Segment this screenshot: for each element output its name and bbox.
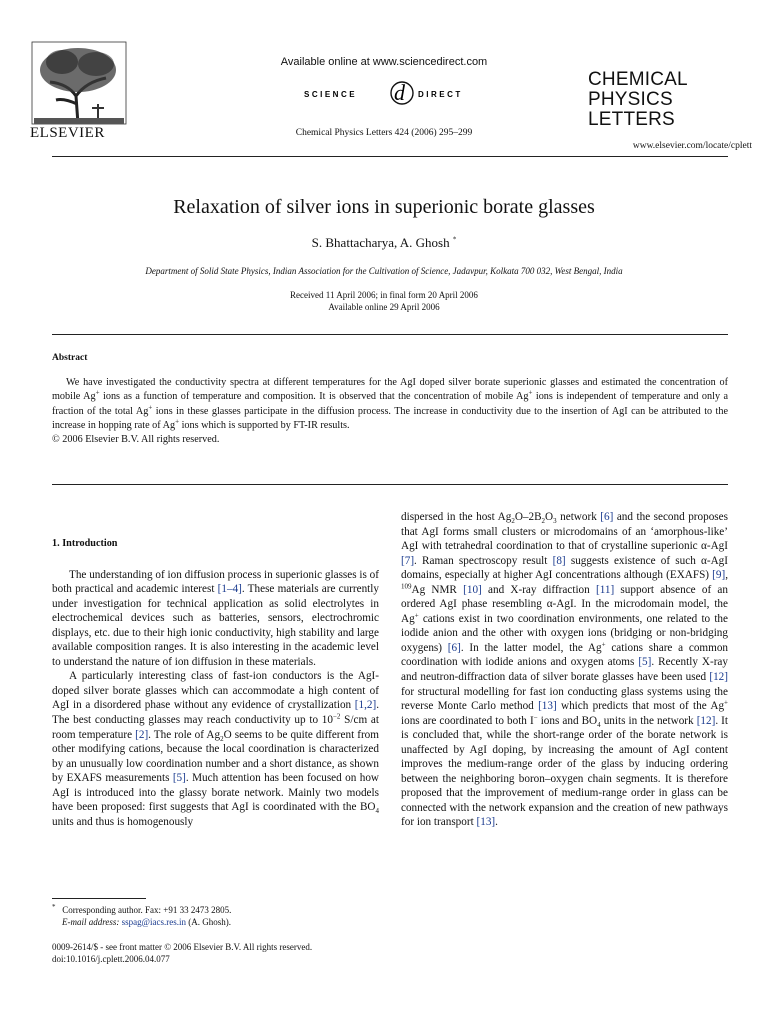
abstract-copyright: © 2006 Elsevier B.V. All rights reserved. [52, 434, 220, 446]
citation-link[interactable]: [6] [600, 511, 614, 523]
footnote-divider [52, 898, 146, 899]
citation-link[interactable]: [13] [538, 700, 557, 713]
svg-text:d: d [394, 80, 405, 105]
footnote-email-line [52, 916, 379, 928]
citation-link[interactable]: [5] [172, 772, 186, 785]
citation-link[interactable]: [12] [696, 714, 716, 727]
brand-line: PHYSICS [588, 89, 673, 110]
abstract-paragraph: We have investigated the conductivity spectra at different temperatures for the AgI doped silver borate superionic glasses and estimated the concentration of mobile Ag+ ions as a function of temperature and composition. It is observed that the concentration of mobile Ag+ ions is independent of temperature and only a fraction of the total Ag+ ions in these glasses participate in the diffusion process. The increase in conductivity due to the insertion of AgI can be attributed to the increase in hopping rate of Ag+ ions which is supported by FT-IR results. [52, 377, 729, 431]
citation-link[interactable]: [1,2] [354, 699, 377, 712]
article-authors [0, 235, 768, 251]
body-paragraph: dispersed in the host $Ag_2O-2B_2O_3$ network [6] and the second proposes that AgI forms small clusters or microdomains of an ‘amorphous-like’ AgI with tetrahedral coordination to that of crystalline superionic α-AgI [7]. Raman spectroscopy result [8] suggests existence of such α-AgI domains, especially at higher AgI concentrations although (EXAFS) [9], $^{109}$Ag NMR [10] and X-ray diffraction [11] support absence of an ordered AgI phase resembling α-AgI. In the microdomain model, the Ag+ cations exist in two coordination environments, one related to the iodide anion and the other with oxygen ions (bridging or non-bridging oxygens) [6]. In the latter model, the Ag+ cations share a common coordination with iodide anions and oxygen atoms [5]. Recently X-ray and neutron-diffraction data of silver borate glasses have been used [12] for structural modelling for fast ion conducting glass systems using the reverse Monte Carlo method [13] which predicts that most of the Ag+ ions are coordinated to both I− ions and $BO_4$ units in the network [12]. It is concluded that, while the short-range order of the borate network is unaffected by AgI doping, by increasing the amount of AgI content improves the medium-range order of the glass by inducing ordering between the neighboring boron–oxygen chain segments. It is therefore proposed that the improvement of medium-range order in glass can be connected with the network expansion and the creation of new pathways for ion transport [13]. [401, 511, 729, 829]
citation-link[interactable]: [2] [135, 728, 149, 741]
citation-link[interactable]: [9] [712, 569, 726, 582]
right-column [401, 510, 728, 830]
sd-left-word: SCIENCE [304, 90, 358, 99]
issn-line: 0009-2614/$ - see front matter © 2006 Elsevier B.V. All rights reserved. [52, 942, 313, 952]
email-owner: (A. Ghosh). [188, 917, 231, 927]
abstract-divider-top [52, 334, 728, 335]
citation-link[interactable]: [8] [552, 554, 566, 567]
abstract-heading: Abstract [52, 353, 88, 363]
article-dates [0, 289, 768, 313]
footnote-corresponding [52, 904, 379, 916]
abstract-body [52, 376, 728, 447]
abstract-divider-bottom [52, 484, 728, 485]
imprint [52, 941, 392, 965]
available-date: Available online 29 April 2006 [328, 302, 440, 312]
citation-link[interactable]: [10] [463, 583, 482, 596]
author-affiliation: Department of Solid State Physics, Indian Association for the Cultivation of Science, Jadavpur, Kolkata 700 032, West Bengal, India [145, 266, 623, 276]
available-online-notice: Available online at www.sciencedirect.com [280, 56, 488, 68]
footnote [52, 904, 379, 928]
footnote-mark: * [52, 903, 56, 911]
doi-line[interactable]: doi:10.1016/j.cplett.2006.04.077 [52, 954, 170, 964]
journal-brand [588, 70, 748, 130]
left-column [52, 537, 379, 829]
received-date: Received 11 April 2006; in final form 20 April 2006 [290, 290, 478, 300]
body-paragraph: A particularly interesting class of fast-ion conductors is the AgI-doped silver borate glasses which can accommodate a high content of AgI in a disordered phase without any evidence of crystallization [1,2]. The best conducting glasses may reach conductivity up to $10^{-2}$ S/cm at room temperature [2]. The role of $Ag_2O$ seems to be quite different from other modifying cations, because the local coordination is characterized by an unusually low coordination number and a short distance, as shown by EXAFS measurements [5]. Much attention has been focused on how AgI is introduced into the glassy borate network. Mainly two models have been proposed: first suggests that AgI is coordinated with the $BO_4$ units and thus is homogenously [52, 670, 379, 828]
elsevier-tree-logo [28, 38, 130, 134]
email-label: E-mail address: [62, 917, 120, 927]
author-names: S. Bhattacharya, A. Ghosh [311, 235, 450, 250]
header-divider [52, 156, 728, 157]
corresponding-text: Corresponding author. Fax: +91 33 2473 2805. [62, 905, 232, 915]
citation-link[interactable]: [5] [638, 656, 652, 669]
corresponding-author-mark[interactable]: * [452, 235, 457, 244]
publisher-name: ELSEVIER [30, 125, 105, 141]
citation-link[interactable]: [7] [401, 554, 415, 567]
citation-link[interactable]: [6] [447, 641, 461, 654]
citation-link[interactable]: [13] [476, 816, 496, 829]
sciencedirect-logo [302, 80, 502, 108]
citation-link[interactable]: [11] [595, 583, 615, 596]
email-link[interactable]: sspag@iacs.res.in [121, 917, 186, 927]
journal-url[interactable]: www.elsevier.com/locate/cplett [632, 141, 752, 151]
citation-link[interactable]: [1–4] [217, 583, 242, 596]
citation-link[interactable]: [12] [709, 671, 728, 684]
brand-line: LETTERS [588, 109, 675, 130]
section-heading: 1. Introduction [52, 538, 118, 549]
sd-right-word: DIRECT [418, 90, 463, 99]
brand-line: CHEMICAL [588, 69, 688, 90]
journal-citation: Chemical Physics Letters 424 (2006) 295–299 [295, 128, 473, 138]
article-title: Relaxation of silver ions in superionic borate glasses [173, 196, 595, 218]
body-paragraph: The understanding of ion diffusion process in superionic glasses is of both practical and academic interest [1–4]. These materials are currently under investigation for technical application as solid electrolytes in electrochemical devices such as batteries, sensors, electrochromic displays, etc. due to their high ionic conductivity, high stability and large available composition ranges. It is also interesting in the academic level to understand the nature of ion diffusion in these materials. [52, 568, 379, 668]
